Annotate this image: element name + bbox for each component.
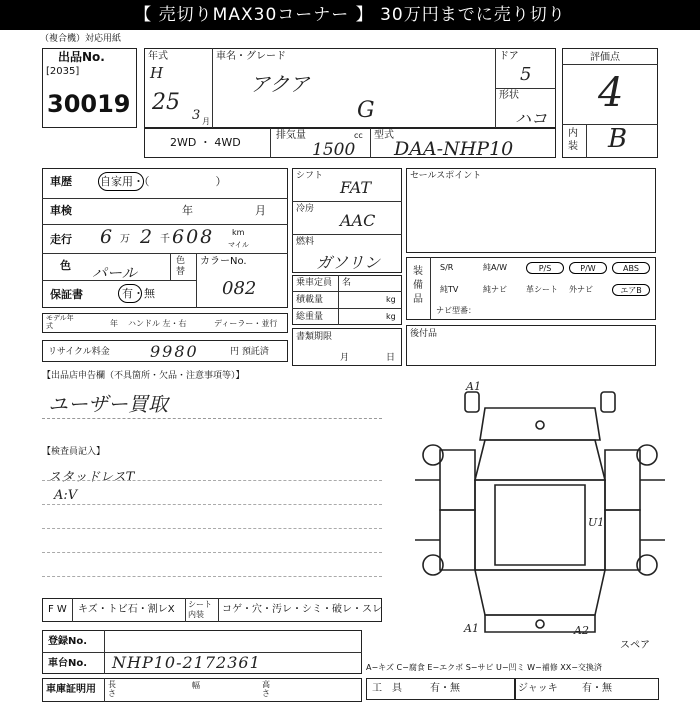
- dealer-label: ディーラー・並行: [214, 319, 278, 328]
- doors: 5: [520, 64, 532, 85]
- lot-number: 30019: [47, 90, 131, 118]
- mileage-unit2: マイル: [228, 241, 249, 249]
- banner: 【 売切りMAX30コーナー 】 30万円までに売り切り: [0, 0, 700, 30]
- jack-value: 有・無: [582, 683, 612, 694]
- mileage-man: 6: [100, 226, 113, 248]
- sales-label: セールスポイント: [410, 171, 482, 181]
- equip-option-1-5: ABS: [612, 262, 650, 274]
- equip-option-2-3: 革シート: [526, 285, 558, 294]
- mileage-label: 走行: [50, 233, 72, 246]
- mileage-tail: 608: [172, 226, 215, 248]
- mileage-unit: km: [232, 228, 245, 237]
- interior-label: 内装: [568, 128, 578, 152]
- warranty-circle: [118, 284, 142, 303]
- mileage-unit-sen: 千: [160, 234, 170, 245]
- tools-label: 工 具: [372, 683, 402, 694]
- lot-label: 出品No.: [58, 50, 105, 64]
- damage-mark-4: A2: [574, 624, 589, 637]
- inspection-year: 年: [182, 204, 193, 217]
- gross-label: 総重量: [296, 312, 324, 322]
- year-label: 年式: [148, 51, 168, 62]
- seat-label: シート内装: [188, 600, 212, 619]
- load-unit: kg: [386, 295, 396, 304]
- tools-value: 有・無: [430, 683, 460, 694]
- inspector-line2: A:V: [54, 488, 78, 503]
- capacity-unit: 名: [342, 278, 352, 288]
- model-code: DAA-NHP10: [394, 138, 514, 160]
- year-value: 25: [152, 90, 180, 115]
- model-year-label: モデル年式: [46, 314, 74, 330]
- month-value: 3: [192, 108, 201, 123]
- recycle-value: 9980: [150, 342, 199, 361]
- interior-value: B: [608, 124, 628, 154]
- equip-option-2-5: エアB: [612, 284, 650, 296]
- inspection-label: 車検: [50, 204, 72, 217]
- model-label: 型式: [374, 130, 394, 141]
- chassis-value: NHP10-2172361: [112, 653, 261, 672]
- history-circle: [98, 172, 144, 191]
- fw-items: キズ・トビ石・割レX: [78, 604, 175, 615]
- color-no-label: カラーNo.: [200, 256, 247, 267]
- damage-mark-3: A1: [464, 622, 479, 635]
- equip-option-1-2: 純A/W: [483, 263, 508, 272]
- drive-options: 2WD ・ 4WD: [170, 136, 241, 149]
- handle-label: ハンドル 左・右: [128, 319, 187, 328]
- history-value: 自家用・（ ）: [100, 175, 227, 188]
- era: H: [150, 64, 164, 82]
- displacement-unit: cc: [354, 131, 363, 140]
- recycle-label: リサイクル料金: [48, 347, 110, 357]
- color-change-label: 色替: [176, 256, 186, 277]
- displacement-value: 1500: [312, 140, 356, 160]
- inspector-line1: スタッドレスT: [48, 470, 135, 485]
- equip-option-1-3: P/S: [526, 262, 564, 274]
- shift-value: FAT: [340, 178, 372, 197]
- equip-option-2-1: 純TV: [440, 285, 459, 294]
- seat-items: コゲ・穴・汚レ・シミ・破レ・スレ: [222, 604, 382, 615]
- grade: G: [357, 98, 375, 123]
- ac-label: 冷房: [296, 204, 315, 214]
- docs-label: 書類期限: [296, 332, 333, 342]
- equip-option-2-2: 純ナビ: [483, 285, 507, 294]
- shape-label: 形状: [499, 90, 519, 101]
- score-value: 4: [598, 70, 624, 116]
- after-label: 後付品: [410, 329, 438, 339]
- spare-label: スペア: [620, 640, 650, 651]
- name-label: 車名・グレード: [216, 51, 286, 62]
- damage-legend: A−キズ C−腐食 E−エクボ S−サビ U−凹ミ W−補修 XX−交換済: [366, 663, 602, 672]
- displacement-label: 排気量: [276, 130, 306, 141]
- cert-width: 幅: [192, 681, 200, 690]
- load-label: 積載量: [296, 295, 324, 305]
- score-label: 評価点: [590, 52, 620, 63]
- warranty-value: 有・無: [122, 287, 155, 300]
- equip-option-1-4: P/W: [569, 262, 607, 274]
- lot-prefix: [2035]: [46, 66, 80, 77]
- equip-label: 装備品: [413, 266, 423, 305]
- damage-mark-2: U1: [588, 516, 605, 529]
- navi-label: ナビ型番：: [436, 306, 476, 315]
- inspector-label: 【検査員記入】: [42, 447, 106, 457]
- mileage-rest: 2: [140, 226, 153, 248]
- car-name: アクア: [250, 72, 310, 96]
- docs-day: 日: [386, 353, 396, 363]
- history-label: 車歴: [50, 175, 72, 188]
- gross-unit: kg: [386, 312, 396, 321]
- car-diagram: [405, 380, 675, 650]
- cert-label: 車庫証明用: [46, 684, 96, 695]
- month-unit: 月: [202, 117, 210, 126]
- color-no: 082: [222, 278, 257, 299]
- inspection-month: 月: [255, 204, 266, 217]
- mileage-unit-man: 万: [120, 234, 130, 245]
- shift-label: シフト: [296, 171, 324, 181]
- door-label: ドア: [499, 51, 519, 62]
- recycle-unit: 円 預託済: [230, 347, 269, 357]
- after-box: [406, 325, 656, 366]
- seller-text: ユーザー買取: [48, 392, 168, 416]
- reg-label: 登録No.: [48, 636, 88, 647]
- fuel-label: 燃料: [296, 237, 315, 247]
- color-value: パール: [92, 264, 137, 282]
- equip-option-2-4: 外ナビ: [569, 285, 593, 294]
- docs-unit: 月: [340, 353, 350, 363]
- capacity-label: 乗車定員: [296, 278, 333, 288]
- ac-value: AAC: [340, 211, 376, 230]
- fuel-value: ガソリン: [316, 253, 381, 272]
- chassis-label: 車台No.: [48, 658, 88, 669]
- model-year-unit: 年: [110, 319, 118, 328]
- seller-label: 【出品店申告欄（不具箇所・欠品・注意事項等）】: [42, 371, 245, 381]
- damage-mark-1: A1: [466, 380, 481, 393]
- jack-label: ジャッキ: [518, 683, 558, 694]
- fw-label: F W: [48, 604, 67, 615]
- warranty-label: 保証書: [50, 288, 83, 301]
- cert-length: 長さ: [108, 680, 116, 698]
- top-note: （複合機）対応用紙: [40, 34, 122, 44]
- shape-value: ハコ: [515, 109, 548, 128]
- equip-option-1-1: S/R: [440, 263, 454, 272]
- color-label: 色: [60, 259, 71, 272]
- cert-height: 高さ: [262, 680, 270, 698]
